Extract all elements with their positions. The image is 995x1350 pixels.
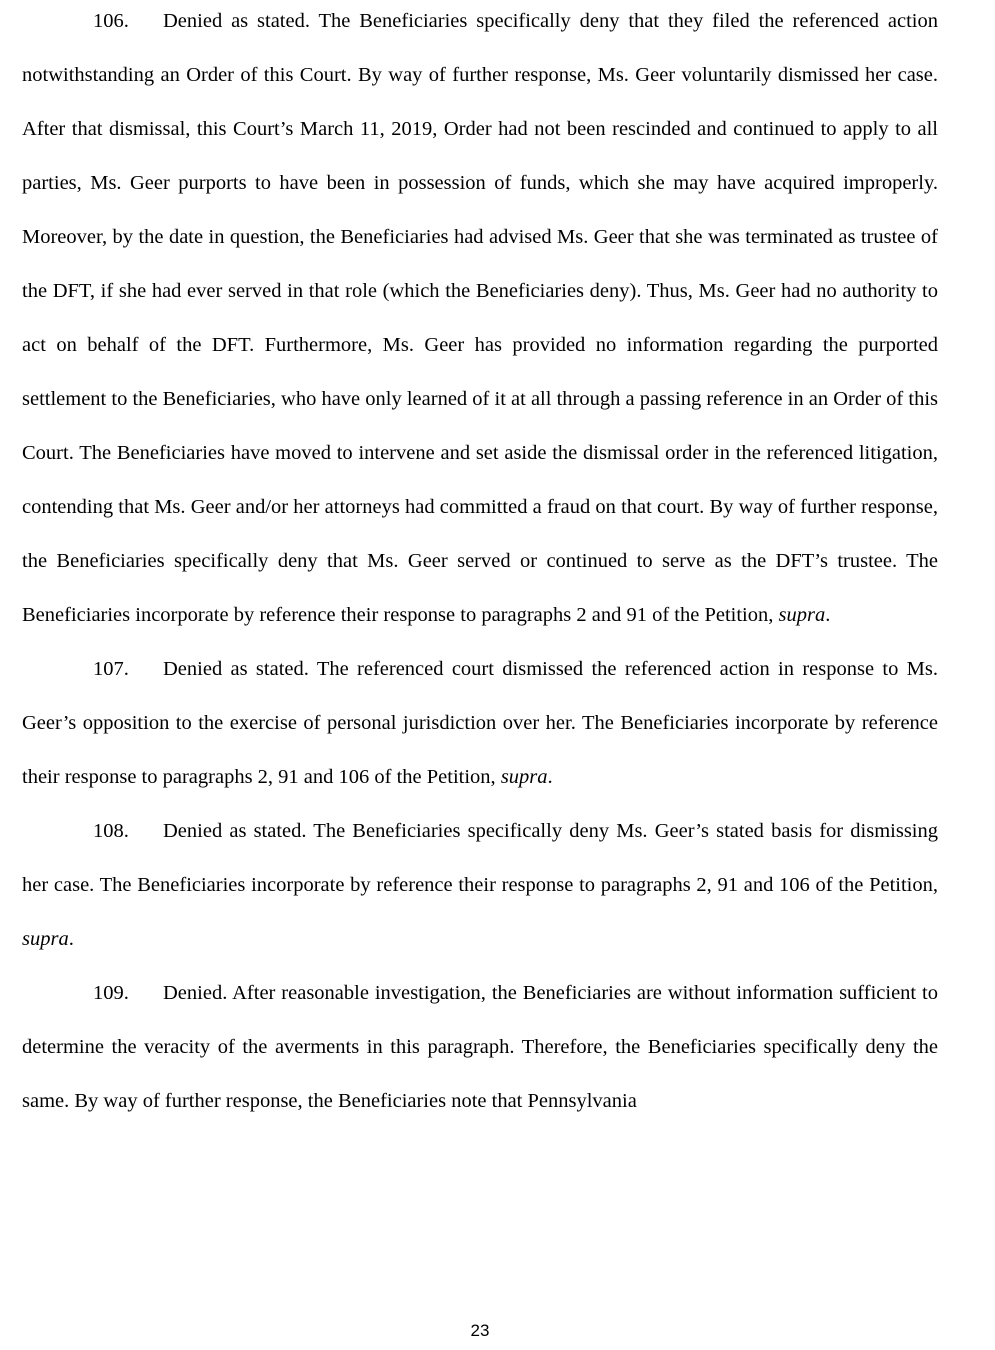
- paragraph-109: [22, 966, 938, 1128]
- paragraph-number: 107.: [93, 658, 129, 680]
- paragraph-end: .: [825, 604, 831, 626]
- paragraph-number: 106.: [93, 10, 129, 32]
- document-body: [22, 0, 938, 1128]
- citation-signal: supra: [778, 604, 826, 626]
- paragraph-text: Denied. After reasonable investigation, the Beneficiaries are without information sufficient to determine the veracity of the averments in this paragraph. Therefore, the Beneficiaries specifically deny the same. By way of further response, the Beneficiaries note that Pennsylvania: [22, 982, 938, 1112]
- paragraph-number: 108.: [93, 820, 129, 842]
- paragraph-end: .: [547, 766, 553, 788]
- paragraph-107: [22, 642, 938, 804]
- paragraph-text: Denied as stated. The Beneficiaries specifically deny that they filed the referenced action notwithstanding an Order of this Court. By way of further response, Ms. Geer voluntarily dismissed her case. After that dismissal, this Court’s March 11, 2019, Order had not been rescinded and continued to apply to all parties, Ms. Geer purports to have been in possession of funds, which she may have acquired improperly. Moreover, by the date in question, the Beneficiaries had advised Ms. Geer that she was terminated as trustee of the DFT, if she had ever served in that role (which the Beneficiaries deny). Thus, Ms. Geer had no authority to act on behalf of the DFT. Furthermore, Ms. Geer has provided no information regarding the purported settlement to the Beneficiaries, who have only learned of it at all through a passing reference in an Order of this Court. The Beneficiaries have moved to intervene and set aside the dismissal order in the referenced litigation, contending that Ms. Geer and/or her attorneys had committed a fraud on that court. By way of further response, the Beneficiaries specifically deny that Ms. Geer served or continued to serve as the DFT’s trustee. The Beneficiaries incorporate by reference their response to paragraphs 2 and 91 of the Petition,: [22, 10, 938, 626]
- paragraph-text: Denied as stated. The referenced court dismissed the referenced action in response to Ms. Geer’s opposition to the exercise of personal jurisdiction over her. The Beneficiaries incorporate by reference their response to paragraphs 2, 91 and 106 of the Petition,: [22, 658, 938, 788]
- paragraph-end: .: [68, 928, 74, 950]
- paragraph-text: Denied as stated. The Beneficiaries specifically deny Ms. Geer’s stated basis for dismissing her case. The Beneficiaries incorporate by reference their response to paragraphs 2, 91 and 106 of the Petition,: [22, 820, 938, 896]
- paragraph-108: [22, 804, 938, 966]
- citation-signal: supra: [22, 928, 69, 950]
- paragraph-106: [22, 0, 938, 642]
- page-number: 23: [470, 1321, 490, 1340]
- paragraph-number: 109.: [93, 982, 129, 1004]
- citation-signal: supra: [500, 766, 548, 788]
